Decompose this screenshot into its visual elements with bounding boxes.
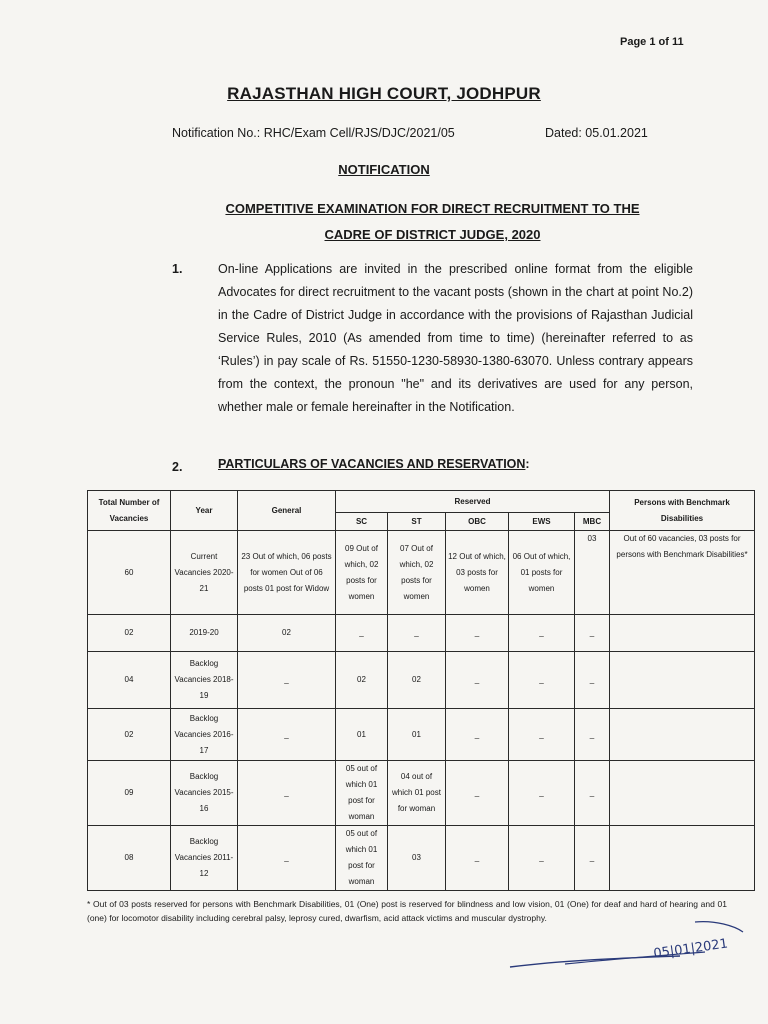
cell-total: 02 <box>88 615 171 652</box>
cell-sc: 01 <box>336 709 388 761</box>
cell-mbc: _ <box>575 761 610 826</box>
cell-mbc: _ <box>575 826 610 891</box>
cell-year: Current Vacancies 2020-21 <box>171 531 238 615</box>
table-row <box>88 761 755 826</box>
cell-total: 04 <box>88 652 171 709</box>
vacancy-table <box>87 490 755 891</box>
header-reserved: Reserved <box>336 491 610 513</box>
notification-number: Notification No.: RHC/Exam Cell/RJS/DJC/2021/05 <box>172 126 455 140</box>
cell-ews: _ <box>509 761 575 826</box>
para2-heading <box>218 457 530 471</box>
cell-ews: _ <box>509 826 575 891</box>
cell-year: Backlog Vacancies 2016-17 <box>171 709 238 761</box>
cell-pwbd <box>610 826 755 891</box>
notification-heading: NOTIFICATION <box>338 162 430 177</box>
cell-total: 09 <box>88 761 171 826</box>
header-st: ST <box>388 513 446 531</box>
para2-heading-colon: : <box>525 457 530 471</box>
cell-sc: 02 <box>336 652 388 709</box>
para1-text: On-line Applications are invited in the prescribed online format from the eligible Advocates for direct recruitment to the vacant posts (shown in the chart at point No.2) in the Cadre of District Judge in accordance with the provisions of Rajasthan Judicial Service Rules, 2010 (As amended from time to time) (hereinafter referred to as ‘Rules’) in pay scale of Rs. 51550-1230-58930-1380-63070. Unless contrary appears from the context, the pronoun "he" and its derivatives are used for any person, whether male or female hereinafter in the Notification. <box>218 262 693 414</box>
header-general: General <box>238 491 336 531</box>
cell-sc: 05 out of which 01 post for woman <box>336 761 388 826</box>
footnote: * Out of 03 posts reserved for persons with Benchmark Disabilities, 01 (One) post is reserved for blindness and low vision, 01 (One) for deaf and hard of hearing and 01 (one) for locomotor disability including cerebral palsy, leprosy cured, dwarfism, acid attack victims and muscular dystrophy. <box>87 899 727 923</box>
cell-general: 02 <box>238 615 336 652</box>
para2-heading-text: PARTICULARS OF VACANCIES AND RESERVATION <box>218 457 526 471</box>
table-row <box>88 709 755 761</box>
table-row <box>88 531 755 615</box>
cell-st: 02 <box>388 652 446 709</box>
cell-year: Backlog Vacancies 2015-16 <box>171 761 238 826</box>
cell-obc: _ <box>446 652 509 709</box>
cell-ews: 06 Out of which, 01 posts for women <box>509 531 575 615</box>
cell-obc: _ <box>446 615 509 652</box>
cell-total: 02 <box>88 709 171 761</box>
exam-title-line2: CADRE OF DISTRICT JUDGE, 2020 <box>324 227 541 242</box>
cell-obc: _ <box>446 826 509 891</box>
table-row <box>88 615 755 652</box>
cell-sc: 05 out of which 01 post for woman <box>336 826 388 891</box>
cell-ews: _ <box>509 652 575 709</box>
cell-st: _ <box>388 615 446 652</box>
header-total: Total Number of Vacancies <box>88 491 171 531</box>
court-title: RAJASTHAN HIGH COURT, JODHPUR <box>227 84 541 103</box>
header-year: Year <box>171 491 238 531</box>
cell-ews: _ <box>509 709 575 761</box>
cell-obc: _ <box>446 709 509 761</box>
signature-date: 05|01|2021 <box>652 936 729 962</box>
cell-pwbd <box>610 761 755 826</box>
table-row <box>88 652 755 709</box>
para2-number: 2. <box>172 460 183 474</box>
exam-title-line1: COMPETITIVE EXAMINATION FOR DIRECT RECRUITMENT TO THE <box>225 201 640 216</box>
cell-mbc: 03 <box>575 531 610 615</box>
cell-year: Backlog Vacancies 2018-19 <box>171 652 238 709</box>
header-obc: OBC <box>446 513 509 531</box>
exam-title <box>160 196 705 248</box>
header-ews: EWS <box>509 513 575 531</box>
cell-general: 23 Out of which, 06 posts for women Out of 06 posts 01 post for Widow <box>238 531 336 615</box>
cell-pwbd <box>610 709 755 761</box>
cell-mbc: _ <box>575 709 610 761</box>
cell-pwbd: Out of 60 vacancies, 03 posts for persons with Benchmark Disabilities* <box>610 531 755 615</box>
page-number: Page 1 of 11 <box>620 36 684 48</box>
header-mbc: MBC <box>575 513 610 531</box>
header-pwbd: Persons with Benchmark Disabilities <box>610 491 755 531</box>
table-row <box>88 826 755 891</box>
cell-pwbd <box>610 652 755 709</box>
cell-mbc: _ <box>575 615 610 652</box>
cell-st: 03 <box>388 826 446 891</box>
signature-image <box>505 912 755 972</box>
cell-obc: 12 Out of which, 03 posts for women <box>446 531 509 615</box>
cell-mbc: _ <box>575 652 610 709</box>
cell-general: _ <box>238 826 336 891</box>
cell-year: Backlog Vacancies 2011-12 <box>171 826 238 891</box>
header-sc: SC <box>336 513 388 531</box>
cell-sc: _ <box>336 615 388 652</box>
cell-st: 07 Out of which, 02 posts for women <box>388 531 446 615</box>
cell-general: _ <box>238 709 336 761</box>
cell-st: 01 <box>388 709 446 761</box>
cell-total: 60 <box>88 531 171 615</box>
cell-year: 2019-20 <box>171 615 238 652</box>
cell-total: 08 <box>88 826 171 891</box>
cell-obc: _ <box>446 761 509 826</box>
cell-pwbd <box>610 615 755 652</box>
cell-ews: _ <box>509 615 575 652</box>
para1-number: 1. <box>172 262 183 276</box>
notification-date: Dated: 05.01.2021 <box>545 126 648 140</box>
cell-st: 04 out of which 01 post for woman <box>388 761 446 826</box>
cell-general: _ <box>238 652 336 709</box>
cell-sc: 09 Out of which, 02 posts for women <box>336 531 388 615</box>
cell-general: _ <box>238 761 336 826</box>
